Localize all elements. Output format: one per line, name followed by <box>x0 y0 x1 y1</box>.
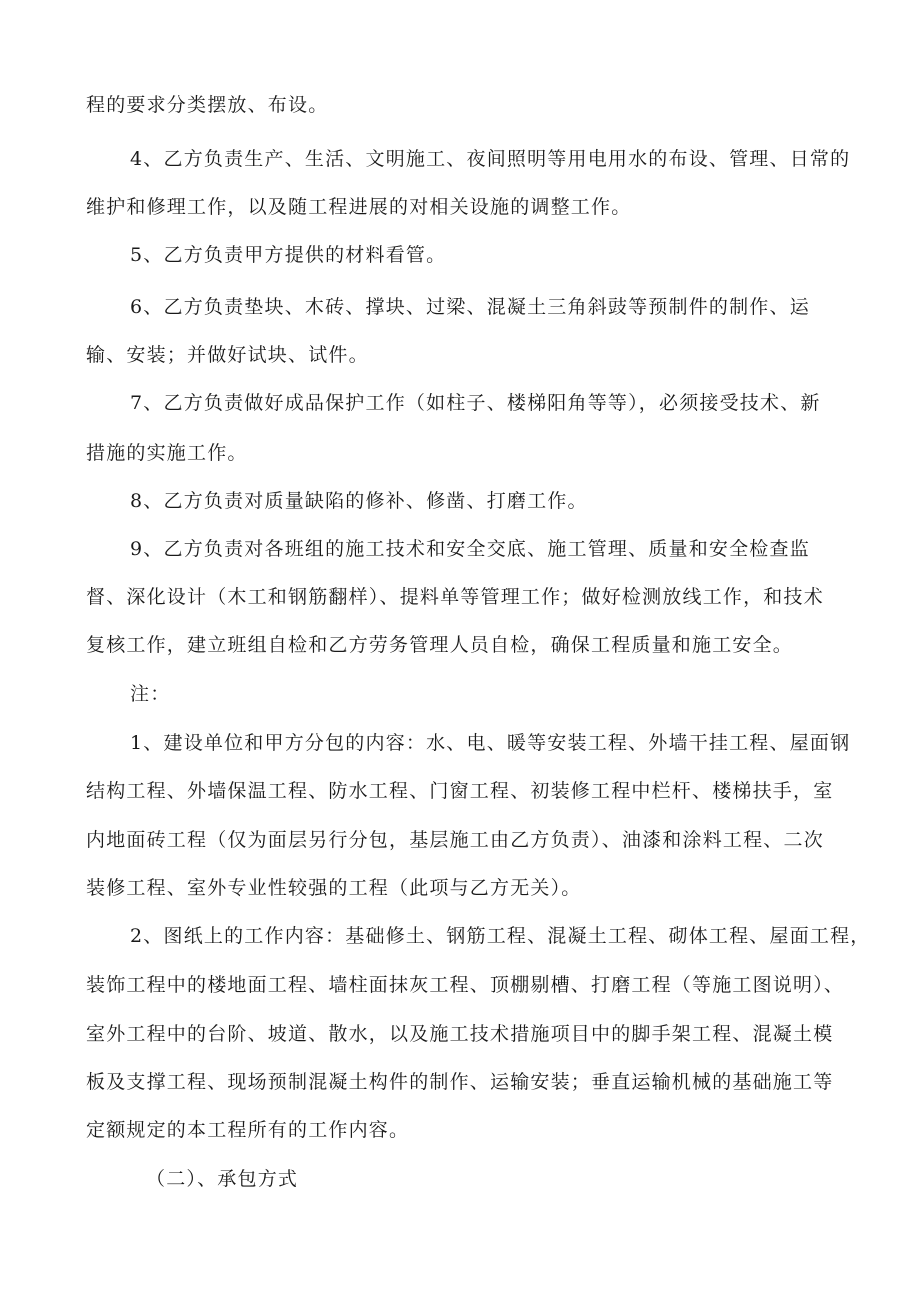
text-line: 维护和修理工作，以及随工程进展的对相关设施的调整工作。 <box>86 196 632 218</box>
text-line: 9、乙方负责对各班组的施工技术和安全交底、施工管理、质量和安全检查监 <box>130 538 810 560</box>
text-line: 室外工程中的台阶、坡道、散水，以及施工技术措施项目中的脚手架工程、混凝土模 <box>86 1023 834 1045</box>
text-line: 7、乙方负责做好成品保护工作（如柱子、楼梯阳角等等），必须接受技术、新 <box>130 392 821 414</box>
text-line: 督、深化设计（木工和钢筋翻样）、提料单等管理工作；做好检测放线工作，和技术 <box>86 586 824 608</box>
text-line: 1、建设单位和甲方分包的内容：水、电、暖等安装工程、外墙干挂工程、屋面钢 <box>130 732 851 754</box>
text-line: 内地面砖工程（仅为面层另行分包，基层施工由乙方负责）、油漆和涂料工程、二次 <box>86 829 824 851</box>
text-line: 4、乙方负责生产、生活、文明施工、夜间照明等用电用水的布设、管理、日常的 <box>130 148 851 170</box>
text-line: 6、乙方负责垫块、木砖、撑块、过梁、混凝土三角斜豉等预制件的制作、运 <box>130 296 810 318</box>
text-line: 5、乙方负责甲方提供的材料看管。 <box>130 244 447 266</box>
text-line: 8、乙方负责对质量缺陷的修补、修凿、打磨工作。 <box>130 490 588 512</box>
note-heading: 注： <box>130 683 171 705</box>
text-line: 板及支撑工程、现场预制混凝土构件的制作、运输安装；垂直运输机械的基础施工等 <box>86 1071 834 1093</box>
text-line: 复核工作，建立班组自检和乙方劳务管理人员自检，确保工程质量和施工安全。 <box>86 634 794 656</box>
text-line: 2、图纸上的工作内容：基础修土、钢筋工程、混凝土工程、砌体工程、屋面工程， <box>130 925 871 947</box>
text-line: 装饰工程中的楼地面工程、墙柱面抹灰工程、顶棚剔槽、打磨工程（等施工图说明）、 <box>86 974 845 996</box>
text-line: 装修工程、室外专业性较强的工程（此项与乙方无关）。 <box>86 877 582 899</box>
text-line: 输、安装；并做好试块、试件。 <box>86 344 369 366</box>
text-line: 程的要求分类摆放、布设。 <box>86 94 329 116</box>
text-line: 定额规定的本工程所有的工作内容。 <box>86 1119 410 1141</box>
text-line: 措施的实施工作。 <box>86 442 248 464</box>
text-line: 结构工程、外墙保温工程、防水工程、门窗工程、初装修工程中栏杆、楼梯扶手，室 <box>86 780 834 802</box>
section-heading: （二）、承包方式 <box>146 1168 299 1190</box>
